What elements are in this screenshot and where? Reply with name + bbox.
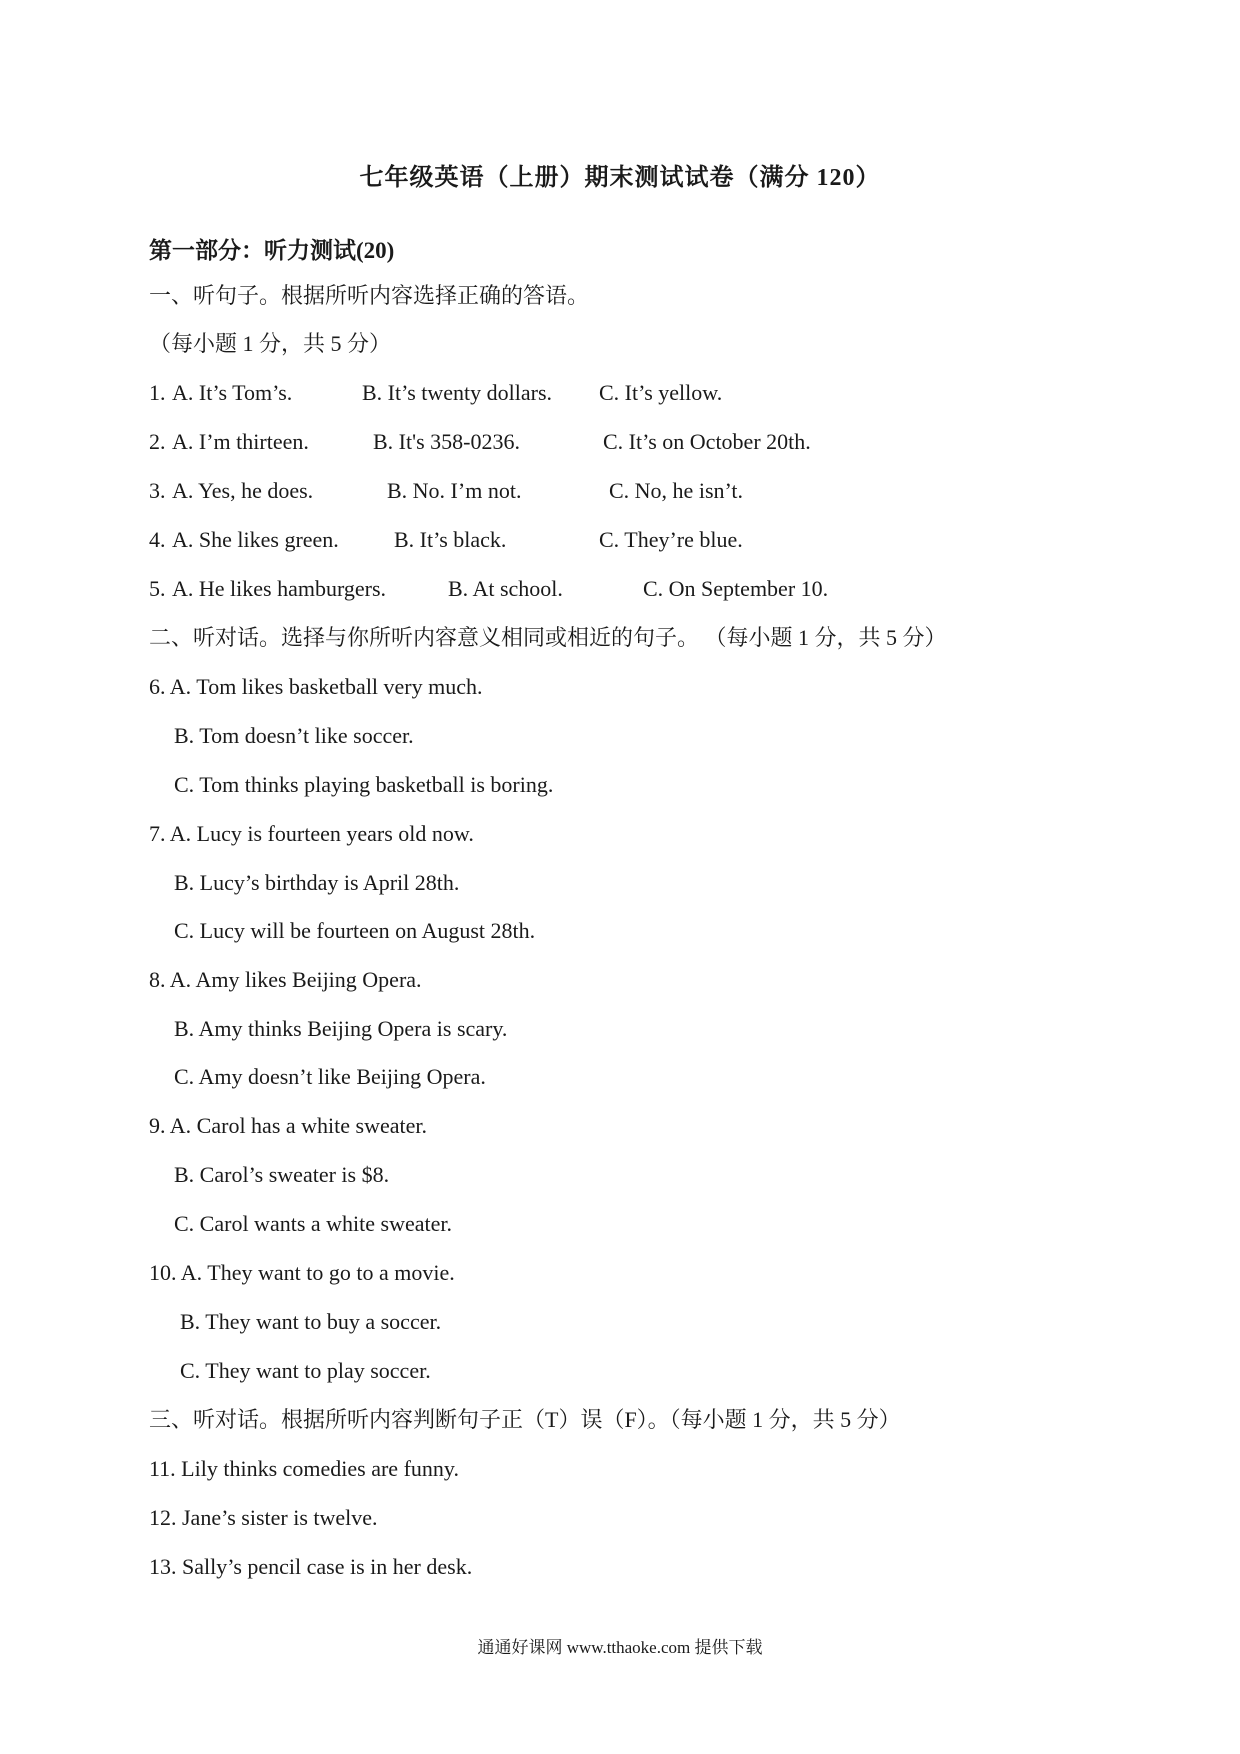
question-10-option-c: C. They want to play soccer. bbox=[180, 1358, 431, 1383]
question-9-option-a bbox=[149, 1115, 427, 1137]
option-a: A. Yes, he does. bbox=[172, 478, 314, 503]
question-8-option-a bbox=[149, 969, 422, 991]
option-a: A. They want to go to a movie. bbox=[180, 1260, 455, 1285]
option-b: B. No. I’m not. bbox=[387, 478, 522, 503]
statement-13: 13. Sally’s pencil case is in her desk. bbox=[149, 1554, 473, 1579]
question-10-option-a bbox=[149, 1262, 455, 1284]
option-a: A. Lucy is fourteen years old now. bbox=[169, 821, 474, 846]
question-6-option-b: B. Tom doesn’t like soccer. bbox=[174, 723, 414, 748]
option-c: C. On September 10. bbox=[643, 576, 829, 601]
option-b: B. It's 358-0236. bbox=[373, 429, 520, 454]
question-number: 3. bbox=[149, 478, 166, 503]
option-b: B. It’s black. bbox=[394, 527, 507, 552]
question-number: 2. bbox=[149, 429, 166, 454]
option-a: A. I’m thirteen. bbox=[172, 429, 309, 454]
question-number: 8. bbox=[149, 967, 166, 992]
option-a: A. He likes hamburgers. bbox=[172, 576, 387, 601]
part-one-title: 第一部分：听力测试(20) bbox=[149, 238, 395, 263]
question-9-option-c: C. Carol wants a white sweater. bbox=[174, 1211, 452, 1236]
option-a: A. It’s Tom’s. bbox=[172, 380, 293, 405]
question-7-option-b: B. Lucy’s birthday is April 28th. bbox=[174, 870, 460, 895]
question-number: 10. bbox=[149, 1260, 177, 1285]
option-c: C. They’re blue. bbox=[599, 527, 743, 552]
option-a: A. Amy likes Beijing Opera. bbox=[169, 967, 422, 992]
question-8-option-c: C. Amy doesn’t like Beijing Opera. bbox=[174, 1064, 486, 1089]
question-9-option-b: B. Carol’s sweater is $8. bbox=[174, 1162, 390, 1187]
option-b: B. It’s twenty dollars. bbox=[362, 380, 553, 405]
question-number: 7. bbox=[149, 821, 166, 846]
section-3-heading: 三、听对话。根据所听内容判断句子正（T）误（F）。（每小题 1 分，共 5 分） bbox=[149, 1407, 901, 1432]
statement-12: 12. Jane’s sister is twelve. bbox=[149, 1505, 378, 1530]
option-a: A. Carol has a white sweater. bbox=[169, 1113, 427, 1138]
option-b: B. At school. bbox=[448, 576, 563, 601]
option-c: C. It’s yellow. bbox=[599, 380, 723, 405]
section-2-heading: 二、听对话。选择与你所听内容意义相同或相近的句子。 （每小题 1 分，共 5 分） bbox=[149, 625, 947, 650]
question-2 bbox=[149, 429, 811, 454]
question-number: 6. bbox=[149, 674, 166, 699]
section-1-heading: 一、听句子。根据所听内容选择正确的答语。 bbox=[149, 283, 590, 308]
question-number: 1. bbox=[149, 380, 166, 405]
question-7-option-c: C. Lucy will be fourteen on August 28th. bbox=[174, 918, 536, 943]
question-3 bbox=[149, 478, 744, 503]
question-7-option-a bbox=[149, 823, 474, 845]
question-6-option-c: C. Tom thinks playing basketball is boring. bbox=[174, 772, 554, 797]
option-a: A. She likes green. bbox=[172, 527, 339, 552]
question-5 bbox=[149, 576, 829, 601]
option-c: C. No, he isn’t. bbox=[609, 478, 744, 503]
question-6-option-a bbox=[149, 676, 483, 698]
question-number: 9. bbox=[149, 1113, 166, 1138]
question-number: 5. bbox=[149, 576, 166, 601]
question-4 bbox=[149, 527, 743, 552]
section-1-note: （每小题 1 分，共 5 分） bbox=[149, 331, 392, 356]
question-1 bbox=[149, 380, 723, 405]
statement-11: 11. Lily thinks comedies are funny. bbox=[149, 1456, 459, 1481]
footer-download-note: 通通好课网 www.tthaoke.com 提供下载 bbox=[477, 1638, 763, 1657]
question-number: 4. bbox=[149, 527, 166, 552]
option-a: A. Tom likes basketball very much. bbox=[169, 674, 483, 699]
page-title: 七年级英语（上册）期末测试试卷（满分 120） bbox=[359, 165, 881, 191]
question-8-option-b: B. Amy thinks Beijing Opera is scary. bbox=[174, 1016, 508, 1041]
option-c: C. It’s on October 20th. bbox=[603, 429, 811, 454]
question-10-option-b: B. They want to buy a soccer. bbox=[180, 1309, 442, 1334]
